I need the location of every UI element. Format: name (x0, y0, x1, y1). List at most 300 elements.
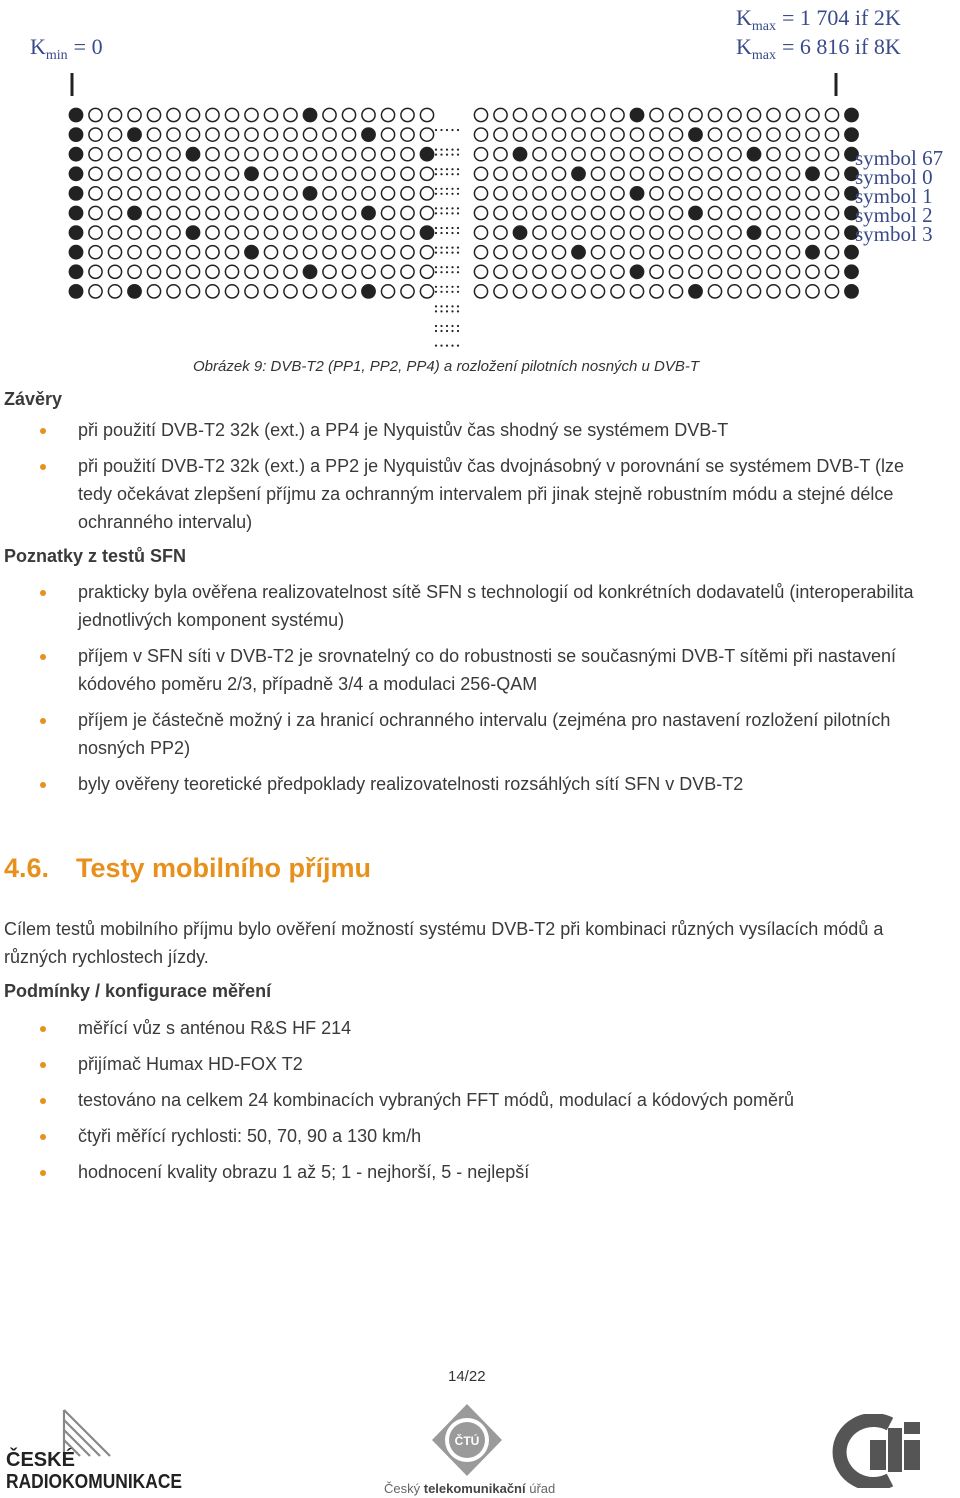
data-carrier-dot (591, 246, 604, 259)
ctu-name: Český telekomunikační úřad (384, 1481, 556, 1496)
ellipsis-dot (451, 168, 453, 170)
list-item (0, 416, 940, 444)
data-carrier-dot (552, 265, 565, 278)
data-carrier-dot (630, 285, 643, 298)
list-item-text: příjem v SFN síti v DVB-T2 je srovnatelný co do robustnosti se současnými DVB-T sítěmi při nastavení kódového poměru 2/3, případně 3/4 a modulaci 256-QAM (78, 646, 896, 694)
data-carrier-dot (225, 148, 238, 161)
pilot-carrier-dot (69, 284, 84, 299)
data-carrier-dot (825, 265, 838, 278)
cmi-logo (830, 1414, 930, 1488)
data-carrier-dot (128, 265, 141, 278)
data-carrier-dot (591, 226, 604, 239)
ellipsis-dot (440, 207, 442, 209)
ellipsis-dot (451, 149, 453, 151)
data-carrier-dot (533, 226, 546, 239)
pilot-carrier-dot (361, 206, 376, 221)
data-carrier-dot (728, 206, 741, 219)
data-carrier-dot (728, 265, 741, 278)
list-item-text: při použití DVB-T2 32k (ext.) a PP2 je Nyquistův čas dvojnásobný v porovnání se systémem DVB-T (lze tedy očekávat zlepšení příjmu za ochranným intervalem při jinak stejně robustním módu a stejné délce ochranného intervalu) (78, 456, 905, 532)
ellipsis-dot (440, 286, 442, 288)
data-carrier-dot (420, 128, 433, 141)
data-carrier-dot (825, 246, 838, 259)
data-carrier-dot (689, 226, 702, 239)
data-carrier-dot (303, 148, 316, 161)
pilot-carrier-dot (186, 225, 201, 240)
ellipsis-dot (457, 325, 459, 327)
data-carrier-dot (128, 226, 141, 239)
data-carrier-dot (806, 285, 819, 298)
data-carrier-dot (513, 265, 526, 278)
section-intro: Cílem testů mobilního příjmu bylo ověření možností systému DVB-T2 při kombinaci různých vysílacích módů a různých rychlostech jízdy. (4, 919, 884, 967)
data-carrier-dot (381, 265, 394, 278)
data-carrier-dot (552, 226, 565, 239)
data-carrier-dot (108, 285, 121, 298)
data-carrier-dot (206, 285, 219, 298)
data-carrier-dot (108, 265, 121, 278)
list-item-text: hodnocení kvality obrazu 1 až 5; 1 - nejhorší, 5 - nejlepší (78, 1162, 530, 1182)
data-carrier-dot (728, 285, 741, 298)
pilot-carrier-dot (244, 245, 259, 260)
bullet-icon (40, 464, 46, 470)
data-carrier-dot (342, 167, 355, 180)
pilot-carrier-dot (688, 206, 703, 221)
ellipsis-dot (435, 227, 437, 229)
data-carrier-dot (284, 206, 297, 219)
data-carrier-dot (786, 265, 799, 278)
data-carrier-dot (342, 206, 355, 219)
data-carrier-dot (689, 187, 702, 200)
list-item-text: při použití DVB-T2 32k (ext.) a PP4 je Nyquistův čas shodný se systémem DVB-T (78, 420, 729, 440)
data-carrier-dot (728, 167, 741, 180)
data-carrier-dot (533, 128, 546, 141)
ellipsis-dot (435, 193, 437, 195)
data-carrier-dot (494, 128, 507, 141)
pilot-carrier-dot (688, 284, 703, 299)
list-item (0, 706, 940, 762)
data-carrier-dot (89, 108, 102, 121)
ellipsis-dot (451, 291, 453, 293)
data-carrier-dot (669, 206, 682, 219)
data-carrier-dot (147, 128, 160, 141)
pilot-pattern-figure (0, 0, 960, 350)
data-carrier-dot (401, 206, 414, 219)
kmax1-k: K (736, 5, 752, 30)
data-carrier-dot (206, 265, 219, 278)
data-carrier-dot (147, 206, 160, 219)
data-carrier-dot (494, 285, 507, 298)
ellipsis-dot (457, 330, 459, 332)
data-carrier-dot (533, 148, 546, 161)
pilot-carrier-dot (844, 284, 859, 299)
data-carrier-dot (206, 226, 219, 239)
zavery-list (0, 416, 940, 536)
data-carrier-dot (381, 108, 394, 121)
data-carrier-dot (572, 108, 585, 121)
kmin-k: K (30, 34, 46, 59)
ellipsis-dot (457, 247, 459, 249)
data-carrier-dot (303, 206, 316, 219)
ellipsis-dot (457, 286, 459, 288)
list-item (0, 1086, 940, 1114)
data-carrier-dot (630, 128, 643, 141)
data-carrier-dot (533, 167, 546, 180)
data-carrier-dot (147, 285, 160, 298)
data-carrier-dot (225, 167, 238, 180)
data-carrier-dot (806, 187, 819, 200)
ellipsis-dot (446, 330, 448, 332)
data-carrier-dot (362, 108, 375, 121)
data-carrier-dot (611, 128, 624, 141)
pilot-carrier-dot (630, 264, 645, 279)
ellipsis-dot (457, 252, 459, 254)
data-carrier-dot (513, 246, 526, 259)
data-carrier-dot (786, 246, 799, 259)
data-carrier-dot (669, 128, 682, 141)
data-carrier-dot (767, 226, 780, 239)
data-carrier-dot (225, 265, 238, 278)
data-carrier-dot (420, 206, 433, 219)
data-carrier-dot (284, 226, 297, 239)
data-carrier-dot (401, 167, 414, 180)
data-carrier-dot (513, 206, 526, 219)
data-carrier-dot (206, 148, 219, 161)
data-carrier-dot (108, 128, 121, 141)
ellipsis-dot (446, 305, 448, 307)
data-carrier-dot (342, 108, 355, 121)
data-carrier-dot (708, 187, 721, 200)
data-carrier-dot (89, 128, 102, 141)
list-item (0, 1158, 940, 1186)
bullet-icon (40, 1134, 46, 1140)
ellipsis-dot (435, 149, 437, 151)
data-carrier-dot (806, 108, 819, 121)
list-item (0, 452, 940, 536)
data-carrier-dot (284, 148, 297, 161)
ellipsis-dot (435, 291, 437, 293)
data-carrier-dot (650, 285, 663, 298)
data-carrier-dot (245, 206, 258, 219)
ellipsis-dot (457, 168, 459, 170)
data-carrier-dot (186, 187, 199, 200)
zavery-heading: Závěry (4, 389, 63, 409)
pilot-carrier-dot (69, 127, 84, 142)
svg-text:Kmin= 0 (30, 34, 103, 63)
data-carrier-dot (591, 108, 604, 121)
bullet-icon (40, 654, 46, 660)
ellipsis-dot (446, 193, 448, 195)
data-carrier-dot (747, 167, 760, 180)
ellipsis-dot (446, 325, 448, 327)
data-carrier-dot (650, 206, 663, 219)
data-carrier-dot (786, 148, 799, 161)
pilot-carrier-dot (303, 108, 318, 123)
ellipsis-dot (457, 345, 459, 347)
pilot-carrier-dot (688, 127, 703, 142)
pilot-carrier-dot (630, 108, 645, 123)
data-carrier-dot (323, 187, 336, 200)
data-carrier-dot (825, 167, 838, 180)
data-carrier-dot (767, 108, 780, 121)
pilot-carrier-dot (805, 245, 820, 260)
data-carrier-dot (401, 246, 414, 259)
data-carrier-dot (806, 265, 819, 278)
ellipsis-dot (451, 207, 453, 209)
list-item-text: čtyři měřící rychlosti: 50, 70, 90 a 130 km/h (78, 1126, 422, 1146)
data-carrier-dot (147, 265, 160, 278)
data-carrier-dot (225, 226, 238, 239)
ellipsis-dot (457, 173, 459, 175)
data-carrier-dot (572, 187, 585, 200)
data-carrier-dot (494, 167, 507, 180)
data-carrier-dot (284, 108, 297, 121)
pilot-carrier-dot (186, 147, 201, 162)
data-carrier-dot (108, 148, 121, 161)
data-carrier-dot (747, 128, 760, 141)
data-carrier-dot (362, 167, 375, 180)
ellipsis-dot (435, 266, 437, 268)
ellipsis-dot (446, 271, 448, 273)
data-carrier-dot (533, 285, 546, 298)
data-carrier-dot (206, 246, 219, 259)
data-carrier-dot (264, 206, 277, 219)
data-carrier-dot (786, 167, 799, 180)
data-carrier-dot (342, 246, 355, 259)
data-carrier-dot (225, 108, 238, 121)
data-carrier-dot (708, 246, 721, 259)
data-carrier-dot (825, 206, 838, 219)
data-carrier-dot (689, 246, 702, 259)
data-carrier-dot (206, 206, 219, 219)
ceske-radiokomunikace-logo (0, 1400, 200, 1496)
ellipsis-dot (440, 129, 442, 131)
data-carrier-dot (825, 108, 838, 121)
data-carrier-dot (381, 226, 394, 239)
data-carrier-dot (342, 148, 355, 161)
data-carrier-dot (728, 246, 741, 259)
data-carrier-dot (186, 265, 199, 278)
data-carrier-dot (381, 148, 394, 161)
data-carrier-dot (747, 108, 760, 121)
data-carrier-dot (494, 206, 507, 219)
list-item (0, 578, 940, 634)
data-carrier-dot (167, 285, 180, 298)
list-item-text: měřící vůz s anténou R&S HF 214 (78, 1018, 352, 1038)
data-carrier-dot (513, 167, 526, 180)
data-carrier-dot (611, 167, 624, 180)
ellipsis-dot (451, 252, 453, 254)
ellipsis-dot (440, 149, 442, 151)
data-carrier-dot (611, 108, 624, 121)
ellipsis-dot (446, 310, 448, 312)
ellipsis-dot (435, 305, 437, 307)
data-carrier-dot (128, 148, 141, 161)
data-carrier-dot (747, 285, 760, 298)
data-carrier-dot (128, 246, 141, 259)
data-carrier-dot (362, 246, 375, 259)
data-carrier-dot (728, 187, 741, 200)
data-carrier-dot (264, 285, 277, 298)
ellipsis-dot (451, 330, 453, 332)
data-carrier-dot (825, 128, 838, 141)
ellipsis-dot (440, 212, 442, 214)
data-carrier-dot (186, 108, 199, 121)
data-carrier-dot (323, 265, 336, 278)
data-carrier-dot (494, 148, 507, 161)
ellipsis-dot (451, 286, 453, 288)
data-carrier-dot (591, 187, 604, 200)
data-carrier-dot (552, 108, 565, 121)
pilot-carrier-dot (69, 108, 84, 123)
data-carrier-dot (245, 148, 258, 161)
data-carrier-dot (381, 187, 394, 200)
ellipsis-dot (435, 286, 437, 288)
ellipsis-dot (440, 271, 442, 273)
data-carrier-dot (513, 285, 526, 298)
data-carrier-dot (303, 167, 316, 180)
data-carrier-dot (630, 246, 643, 259)
ellipsis-dot (440, 173, 442, 175)
symbol-label: symbol 0 (855, 165, 933, 189)
data-carrier-dot (420, 167, 433, 180)
data-carrier-dot (747, 246, 760, 259)
data-carrier-dot (533, 246, 546, 259)
pilot-carrier-dot (571, 166, 586, 181)
ellipsis-dot (446, 129, 448, 131)
data-carrier-dot (245, 226, 258, 239)
data-carrier-dot (494, 187, 507, 200)
section-number: 4.6. (4, 853, 50, 883)
data-carrier-dot (264, 128, 277, 141)
data-carrier-dot (401, 148, 414, 161)
ellipsis-dot (440, 193, 442, 195)
data-carrier-dot (245, 187, 258, 200)
pilot-carrier-dot (69, 225, 84, 240)
data-carrier-dot (401, 128, 414, 141)
data-carrier-dot (186, 206, 199, 219)
data-carrier-dot (167, 246, 180, 259)
data-carrier-dot (669, 167, 682, 180)
data-carrier-dot (245, 265, 258, 278)
ellipsis-dot (446, 154, 448, 156)
data-carrier-dot (264, 265, 277, 278)
data-carrier-dot (474, 285, 487, 298)
ellipsis-dot (446, 345, 448, 347)
bullet-icon (40, 428, 46, 434)
ellipsis-dot (446, 286, 448, 288)
data-carrier-dot (284, 285, 297, 298)
ellipsis-dot (451, 305, 453, 307)
data-carrier-dot (786, 187, 799, 200)
data-carrier-dot (401, 265, 414, 278)
ellipsis-dot (457, 212, 459, 214)
svg-text:Kmax= 1 704 if 2K (736, 5, 901, 34)
data-carrier-dot (494, 226, 507, 239)
pilot-carrier-dot (127, 206, 142, 221)
data-carrier-dot (284, 128, 297, 141)
ellipsis-dot (435, 154, 437, 156)
data-carrier-dot (591, 285, 604, 298)
bullet-icon (40, 718, 46, 724)
ellipsis-dot (457, 207, 459, 209)
pilot-carrier-dot (630, 186, 645, 201)
data-carrier-dot (728, 226, 741, 239)
pilot-carrier-dot (844, 108, 859, 123)
pilot-carrier-dot (69, 166, 84, 181)
ellipsis-dot (446, 252, 448, 254)
data-carrier-dot (708, 108, 721, 121)
data-carrier-dot (825, 187, 838, 200)
ellipsis-dot (457, 154, 459, 156)
data-carrier-dot (611, 148, 624, 161)
data-carrier-dot (147, 226, 160, 239)
pilot-carrier-dot (805, 166, 820, 181)
section-title (4, 853, 371, 884)
data-carrier-dot (572, 128, 585, 141)
data-carrier-dot (669, 246, 682, 259)
pilot-carrier-dot (303, 264, 318, 279)
pilot-carrier-dot (571, 245, 586, 260)
ellipsis-dot (440, 154, 442, 156)
data-carrier-dot (420, 187, 433, 200)
list-item (0, 642, 940, 698)
cra-line2: RADIOKOMUNIKACE (6, 1471, 182, 1493)
data-carrier-dot (786, 226, 799, 239)
data-carrier-dot (362, 226, 375, 239)
data-carrier-dot (669, 265, 682, 278)
ellipsis-dot (451, 232, 453, 234)
data-carrier-dot (533, 265, 546, 278)
data-carrier-dot (786, 128, 799, 141)
data-carrier-dot (767, 167, 780, 180)
data-carrier-dot (552, 206, 565, 219)
pilot-carrier-dot (69, 206, 84, 221)
ellipsis-dot (446, 227, 448, 229)
data-carrier-dot (689, 108, 702, 121)
cra-line1: ČESKÉ (6, 1449, 75, 1471)
carrier-grid-right (474, 108, 858, 299)
data-carrier-dot (108, 206, 121, 219)
data-carrier-dot (323, 108, 336, 121)
pilot-carrier-dot (844, 245, 859, 260)
data-carrier-dot (225, 285, 238, 298)
data-carrier-dot (630, 167, 643, 180)
data-carrier-dot (128, 167, 141, 180)
bullet-icon (40, 590, 46, 596)
ellipsis-dot (457, 188, 459, 190)
data-carrier-dot (747, 187, 760, 200)
data-carrier-dot (474, 128, 487, 141)
data-carrier-dot (303, 226, 316, 239)
data-carrier-dot (420, 108, 433, 121)
data-carrier-dot (494, 265, 507, 278)
podminky-heading: Podmínky / konfigurace měření (4, 981, 272, 1001)
data-carrier-dot (572, 148, 585, 161)
ellipsis-dot (457, 149, 459, 151)
ellipsis-dot (451, 154, 453, 156)
data-carrier-dot (186, 246, 199, 259)
data-carrier-dot (533, 187, 546, 200)
kmin-value: = 0 (73, 34, 103, 59)
ellipsis-dot (440, 188, 442, 190)
data-carrier-dot (786, 206, 799, 219)
ellipsis-dot (457, 129, 459, 131)
ellipsis-dot (446, 291, 448, 293)
data-carrier-dot (401, 285, 414, 298)
data-carrier-dot (225, 128, 238, 141)
list-item-text: příjem je částečně možný i za hranicí ochranného intervalu (zejména pro nastavení rozložení pilotních nosných PP2) (78, 710, 891, 758)
ellipsis-dot (440, 266, 442, 268)
data-carrier-dot (167, 128, 180, 141)
